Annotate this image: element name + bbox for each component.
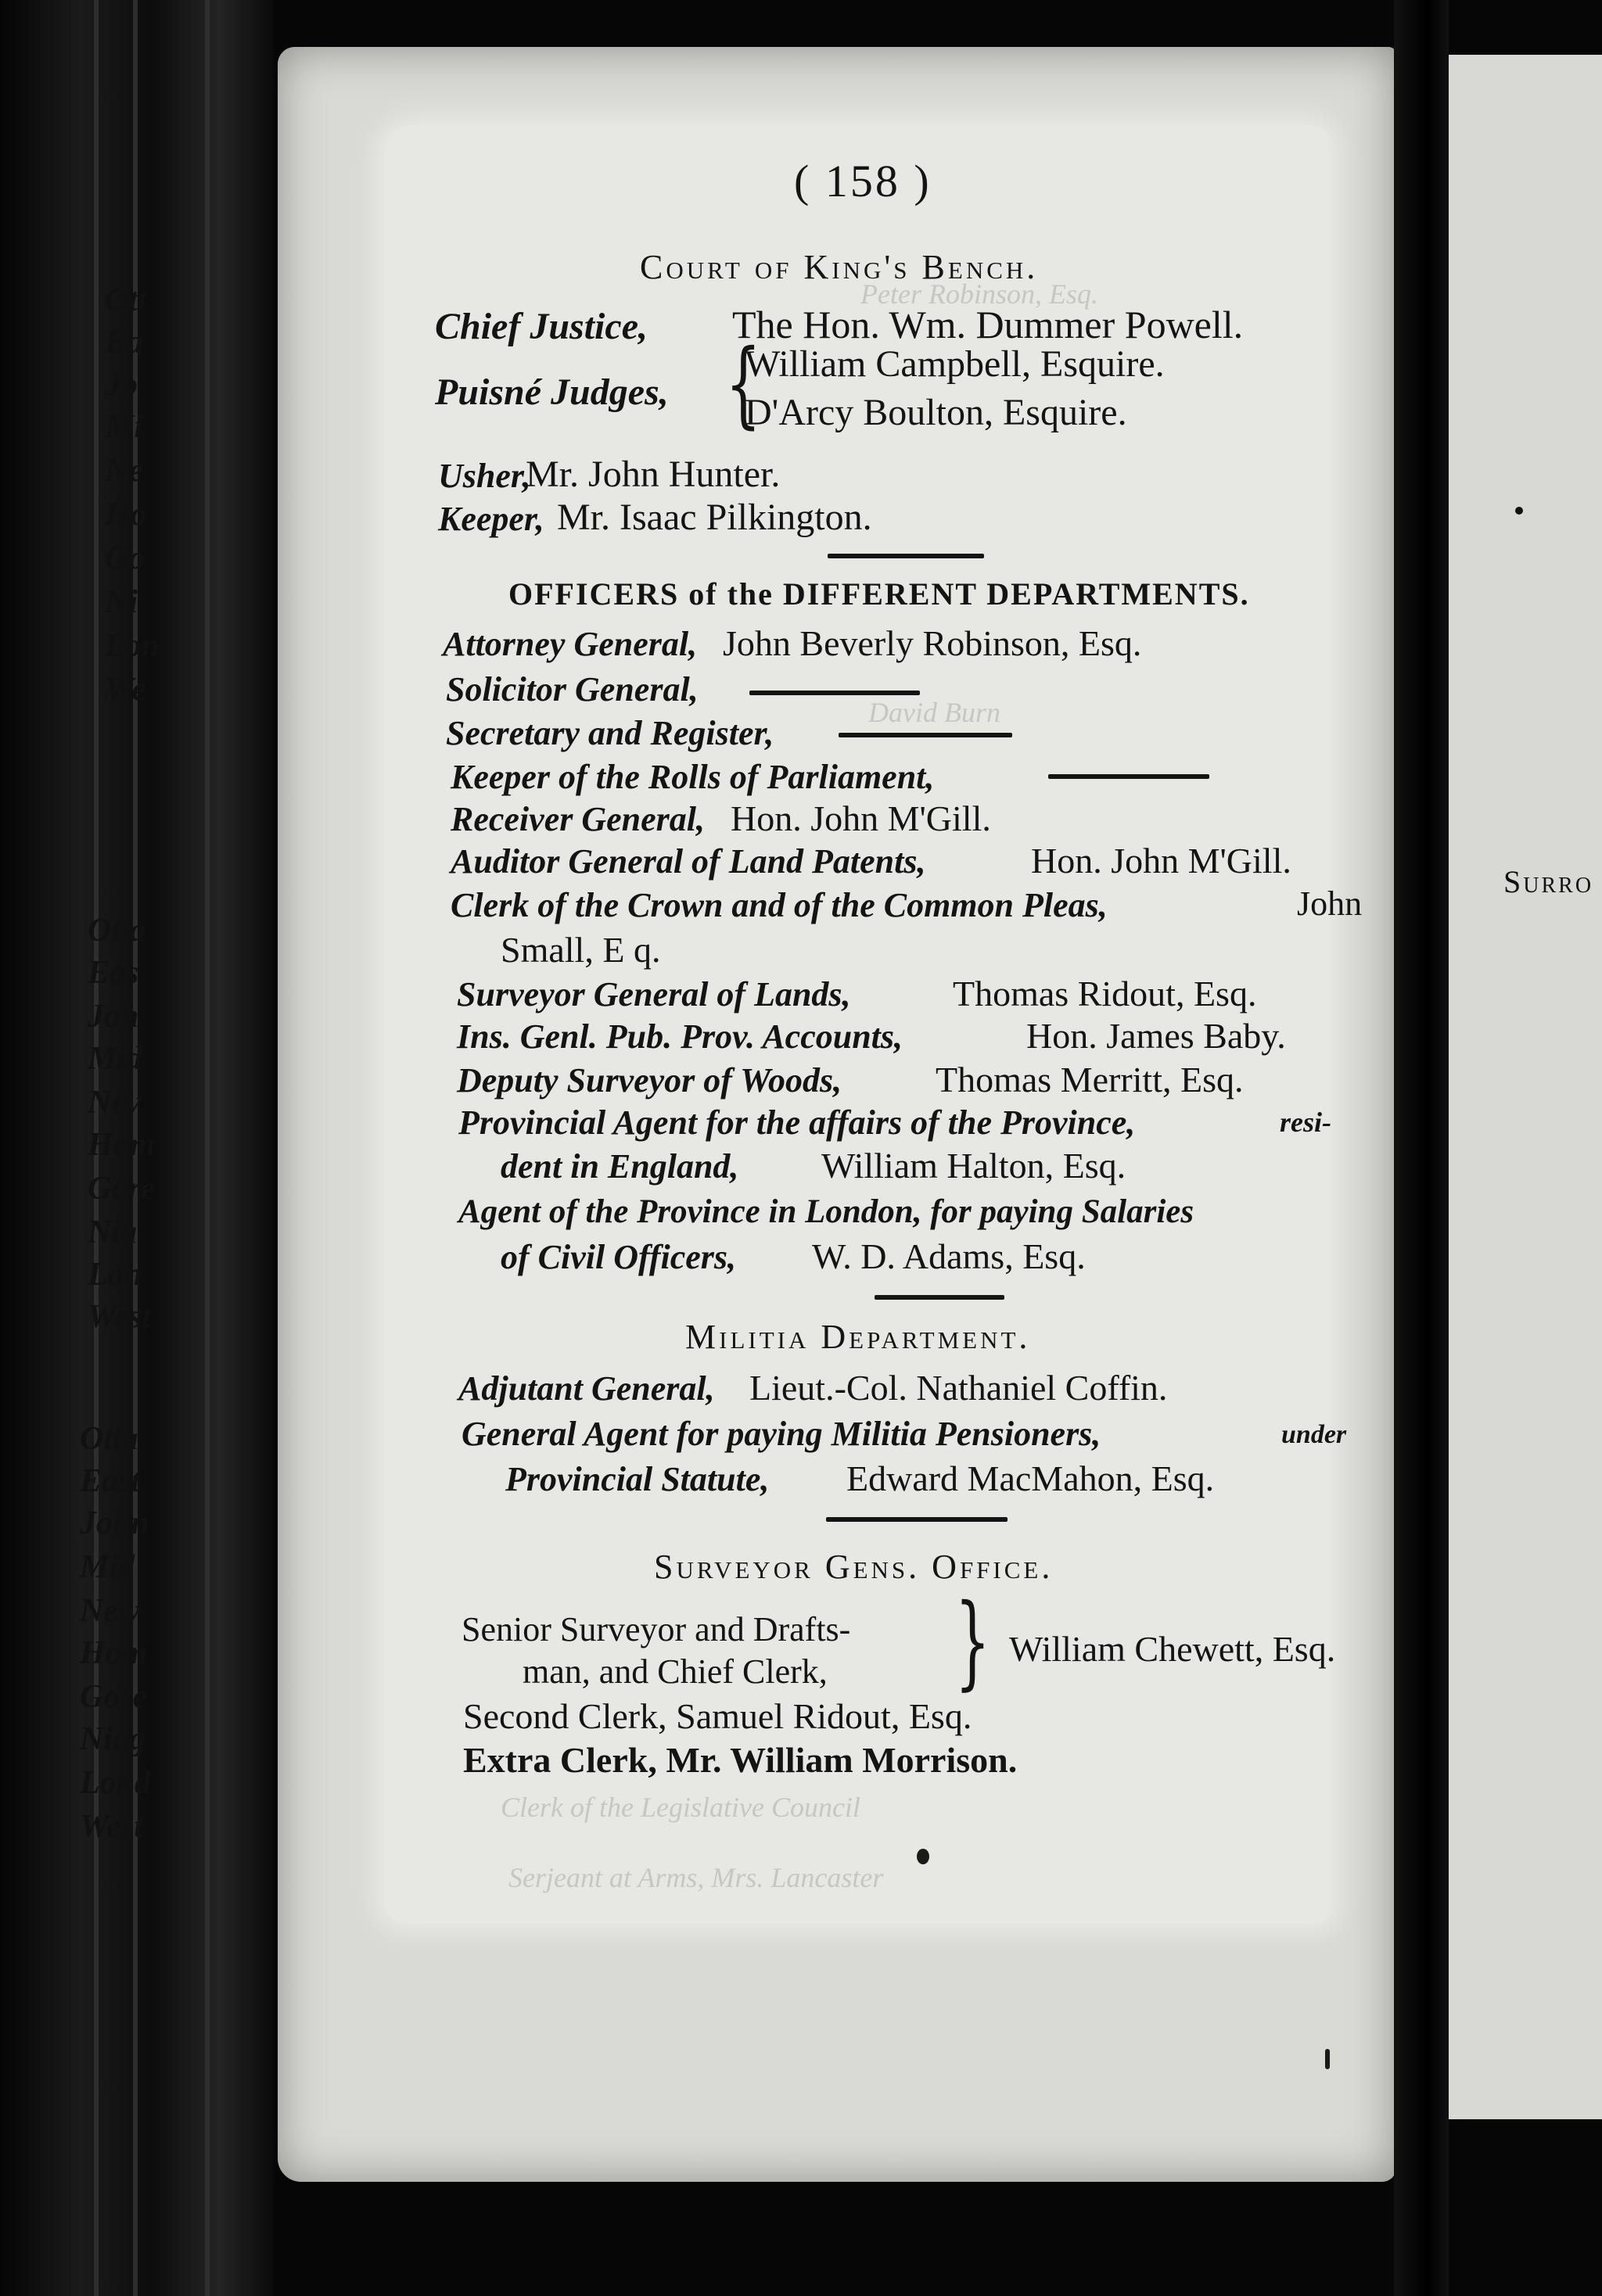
- london-agent-name: W. D. Adams, Esq.: [812, 1236, 1086, 1276]
- brace-icon: {: [725, 330, 762, 439]
- bleed-through-text: Clerk of the Legislative Council: [501, 1792, 860, 1823]
- second-clerk: Second Clerk, Samuel Ridout, Esq.: [463, 1696, 972, 1736]
- deputy-surveyor-label: Deputy Surveyor of Woods,: [457, 1061, 842, 1100]
- deputy-surveyor-name: Thomas Merritt, Esq.: [936, 1060, 1244, 1100]
- general-agent-label-cont: Provincial Statute,: [505, 1460, 770, 1498]
- facing-page-fragment: Nia: [88, 1214, 137, 1250]
- facing-page-heading: Surro: [1503, 864, 1594, 899]
- bleed-through-text: David Burn: [868, 697, 1000, 728]
- keeper-label: Keeper,: [438, 500, 544, 538]
- section-heading-officers: OFFICERS of the DIFFERENT DEPARTMENTS.: [508, 576, 1250, 612]
- keeper-name: Mr. Isaac Pilkington.: [557, 497, 872, 538]
- section-divider: [828, 554, 984, 558]
- bleed-through-text: Serjeant at Arms, Mrs. Lancaster: [508, 1862, 884, 1893]
- inspector-general-name: Hon. James Baby.: [1026, 1016, 1286, 1056]
- book-gutter: [1394, 0, 1449, 2296]
- section-heading-kings-bench: Court of King's Bench.: [640, 248, 1039, 286]
- london-agent-label: Agent of the Province in London, for paying Salaries: [458, 1193, 1194, 1230]
- facing-page-fragment: West: [88, 1299, 151, 1335]
- chief-justice-name: The Hon. Wm. Dummer Powell.: [732, 303, 1244, 346]
- usher-name: Mr. John Hunter.: [526, 454, 781, 495]
- auditor-general-name: Hon. John M'Gill.: [1031, 841, 1291, 881]
- receiver-general-name: Hon. John M'Gill.: [731, 798, 991, 838]
- facing-page-fragment: Otta: [88, 913, 146, 949]
- general-agent-name: Edward MacMahon, Esq.: [846, 1458, 1215, 1498]
- facing-page-fragment: Nev: [88, 1085, 141, 1121]
- facing-page-fragment: Ho: [105, 497, 147, 533]
- facing-page-fragment: Otta: [80, 1421, 138, 1457]
- puisne-judges-label: Puisné Judges,: [435, 371, 669, 413]
- facing-page-fragment: Ne: [105, 453, 143, 489]
- surveyor-general-name: Thomas Ridout, Esq.: [953, 974, 1257, 1013]
- section-divider: [875, 1295, 1004, 1300]
- attorney-general-name: John Beverly Robinson, Esq.: [723, 623, 1142, 663]
- solicitor-general-label: Solicitor General,: [446, 670, 699, 709]
- section-heading-militia: Militia Department.: [685, 1318, 1031, 1356]
- facing-page-fragment: Gore: [88, 1171, 156, 1207]
- receiver-general-label: Receiver General,: [451, 800, 705, 838]
- facing-page-fragment: Joh: [88, 999, 139, 1035]
- keeper-rolls-label: Keeper of the Rolls of Parliament,: [451, 758, 935, 796]
- clerk-crown-name: John: [1297, 884, 1363, 923]
- secretary-register-label: Secretary and Register,: [446, 714, 774, 752]
- bleed-through-text: Peter Robinson, Esq.: [860, 278, 1098, 310]
- facing-page-fragment: We: [105, 672, 146, 708]
- vacant-office-line: [839, 733, 1012, 737]
- usher-label: Usher,: [438, 457, 531, 495]
- senior-surveyor-label-cont: man, and Chief Clerk,: [523, 1652, 828, 1691]
- inspector-general-label: Ins. Genl. Pub. Prov. Accounts,: [457, 1017, 903, 1056]
- facing-page-fragment: Ea: [105, 325, 144, 361]
- facing-page-fragment: Niag: [80, 1721, 145, 1757]
- facing-page-fragment: East: [80, 1463, 141, 1499]
- facing-page-fragment: West: [80, 1809, 143, 1845]
- puisne-judge-2: D'Arcy Boulton, Esquire.: [745, 392, 1127, 433]
- facing-page-fragment: Jo: [105, 367, 138, 403]
- facing-page-fragment: Ni: [105, 584, 138, 620]
- ink-mark: [1325, 2049, 1330, 2069]
- clerk-crown-label: Clerk of the Crown and of the Common Pleas,: [451, 886, 1108, 924]
- general-agent-label-under: under: [1281, 1420, 1347, 1449]
- facing-page-fragment: Mid: [88, 1041, 143, 1077]
- facing-page-fragment: Lon: [105, 628, 160, 664]
- attorney-general-label: Attorney General,: [443, 625, 698, 663]
- section-divider: [826, 1517, 1008, 1522]
- page-number: ( 158 ): [794, 156, 932, 206]
- brace-icon: {: [954, 1591, 991, 1710]
- facing-page: [1449, 55, 1602, 2119]
- general-agent-label: General Agent for paying Militia Pensioners,: [462, 1415, 1101, 1453]
- section-heading-surveyor-office: Surveyor Gens. Office.: [654, 1548, 1054, 1586]
- auditor-general-label: Auditor General of Land Patents,: [451, 842, 926, 881]
- facing-page-fragment: Gore: [80, 1679, 148, 1715]
- puisne-judge-1: William Campbell, Esquire.: [745, 343, 1165, 385]
- ink-blot: [917, 1849, 929, 1864]
- provincial-agent-label-hyphen: resi-: [1280, 1107, 1331, 1138]
- provincial-agent-label-cont: dent in England,: [501, 1147, 739, 1186]
- facing-page-fragment: Lond: [80, 1765, 152, 1801]
- senior-surveyor-name: William Chewett, Esq.: [1009, 1629, 1336, 1669]
- facing-page-fragment: New: [80, 1593, 140, 1629]
- vacant-office-line: [1048, 774, 1209, 779]
- facing-page-fragment: Mid: [80, 1549, 135, 1585]
- facing-page-fragment: Hom: [80, 1635, 148, 1671]
- provincial-agent-name: William Halton, Esq.: [821, 1146, 1126, 1186]
- facing-page-fragment: Ott: [105, 282, 147, 318]
- senior-surveyor-label: Senior Surveyor and Drafts-: [462, 1610, 851, 1648]
- facing-page-fragment: John: [80, 1505, 149, 1541]
- adjutant-general-name: Lieut.-Col. Nathaniel Coffin.: [749, 1368, 1168, 1408]
- facing-page-fragment: Lon: [88, 1257, 143, 1293]
- vacant-office-line: [749, 691, 920, 695]
- extra-clerk: Extra Clerk, Mr. William Morrison.: [463, 1740, 1018, 1780]
- facing-page-fragment: Mi: [105, 409, 144, 445]
- london-agent-label-cont: of Civil Officers,: [501, 1238, 737, 1276]
- surveyor-general-label: Surveyor General of Lands,: [457, 975, 851, 1013]
- facing-page-fragment: Go: [105, 540, 145, 576]
- provincial-agent-label: Provincial Agent for the affairs of the Province,: [458, 1103, 1136, 1142]
- spine-edge: [205, 0, 210, 2296]
- chief-justice-label: Chief Justice,: [435, 306, 648, 347]
- clerk-crown-name-cont: Small, E q.: [501, 930, 661, 970]
- adjutant-general-label: Adjutant General,: [458, 1369, 715, 1408]
- facing-page-fragment: Hom: [88, 1127, 156, 1163]
- facing-page-fragment: Eas: [88, 955, 139, 991]
- ink-dot: [1515, 507, 1523, 515]
